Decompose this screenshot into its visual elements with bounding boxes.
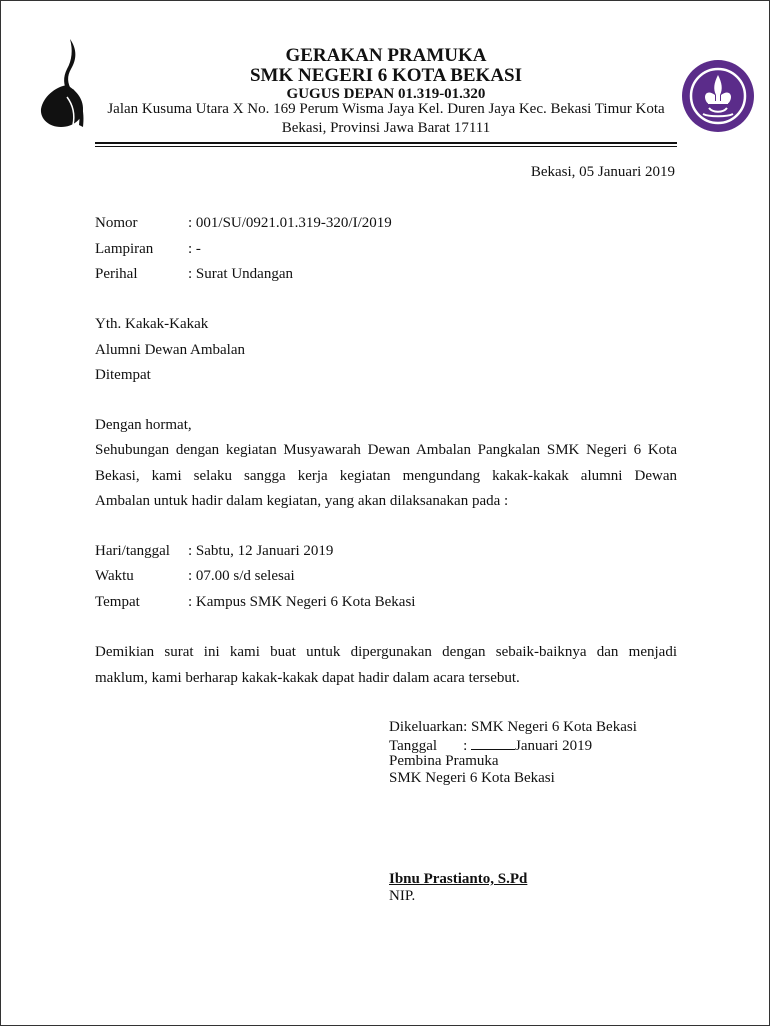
org-title: GERAKAN PRAMUKA: [285, 45, 487, 66]
closing-line-1: Demikian surat ini kami buat untuk dipergunakan dengan sebaik-baiknya dan menjadi: [95, 644, 677, 660]
nomor-value: : 001/SU/0921.01.319-320/I/2019: [188, 215, 392, 231]
issue-date-label: Tanggal: [389, 738, 438, 754]
body-line-1: Sehubungan dengan kegiatan Musyawarah Dewan Ambalan Pangkalan SMK Negeri 6 Kota: [95, 442, 677, 458]
lampiran-label: Lampiran: [95, 241, 154, 257]
recipient-line-1: Yth. Kakak-Kakak: [95, 316, 209, 332]
signer-role: Pembina Pramuka: [389, 753, 499, 769]
signer-name: Ibnu Prastianto, S.Pd: [389, 871, 528, 887]
address-line-2: Bekasi, Provinsi Jawa Barat 17111: [281, 120, 491, 136]
closing-line-2: maklum, kami berharap kakak-kakak dapat hadir dalam acara tersebut.: [95, 669, 520, 686]
greeting: Dengan hormat,: [95, 417, 192, 433]
place-label: Tempat: [95, 594, 140, 610]
nomor-label: Nomor: [95, 215, 138, 231]
tunas-kelapa-logo-icon: [37, 35, 89, 131]
date-blank-line: [471, 736, 515, 750]
body-paragraph: [95, 438, 677, 515]
signer-nip: NIP.: [389, 888, 416, 904]
day-value: : Sabtu, 12 Januari 2019: [188, 543, 334, 559]
place-value: : Kampus SMK Negeri 6 Kota Bekasi: [188, 594, 416, 610]
signer-institution: SMK Negeri 6 Kota Bekasi: [389, 770, 555, 786]
header-divider-thin: [95, 146, 677, 147]
address-line-1: Jalan Kusuma Utara X No. 169 Perum Wisma Jaya Kel. Duren Jaya Kec. Bekasi Timur Kota: [107, 101, 665, 117]
place-date: Bekasi, 05 Januari 2019: [530, 164, 675, 180]
issue-date-sep: :: [463, 738, 468, 754]
issued-at: Dikeluarkan: SMK Negeri 6 Kota Bekasi: [389, 719, 637, 735]
time-label: Waktu: [95, 568, 134, 584]
body-line-2: Bekasi, kami selaku sangga kerja kegiatan mengundang kakak-kakak alumni Dewan: [95, 467, 677, 484]
perihal-value: : Surat Undangan: [188, 266, 293, 282]
issue-date-value: Januari 2019: [515, 738, 593, 754]
wosm-emblem-icon: [681, 59, 755, 133]
recipient-line-2: Alumni Dewan Ambalan: [95, 342, 245, 358]
recipient-line-3: Ditempat: [95, 367, 151, 383]
time-value: : 07.00 s/d selesai: [188, 568, 295, 584]
school-title: SMK NEGERI 6 KOTA BEKASI: [249, 65, 523, 86]
lampiran-value: : -: [188, 241, 201, 257]
header-divider-thick: [95, 142, 677, 144]
day-label: Hari/tanggal: [95, 543, 170, 559]
closing-paragraph: [95, 640, 677, 691]
body-line-3: Ambalan untuk hadir dalam kegiatan, yang akan dilaksanakan pada :: [95, 493, 509, 509]
gugus-depan: GUGUS DEPAN 01.319-01.320: [286, 86, 486, 102]
perihal-label: Perihal: [95, 266, 138, 282]
